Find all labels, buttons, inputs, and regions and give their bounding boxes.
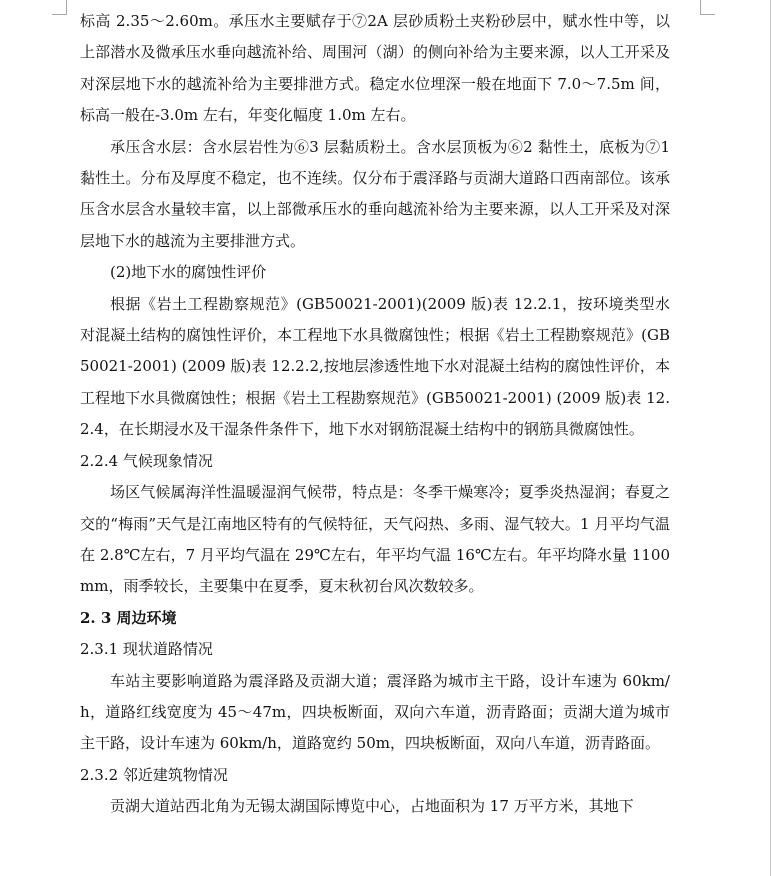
paragraph-corrosion: 根据《岩土工程勘察规范》(GB50021-2001)(2009 版)表 12.2.1，按环境类型水对混凝土结构的腐蚀性评价，本工程地下水具微腐蚀性；根据《岩土工程勘察规范》(GB50021-2001) (2009 版)表 12.2.2,按地层渗透性地下水对混凝土结构的腐蚀性评价，本工程地下水具微腐蚀性；根据《岩土工程勘察规范》(GB50021-2001) (2009 版)表 12.2.4，在长期浸水及干湿条件条件下，地下水对钢筋混凝土结构中的钢筋具微腐蚀性。 <box>80 294 670 439</box>
heading-corrosion-evaluation: (2)地下水的腐蚀性评价 <box>110 263 267 282</box>
paragraph-roads: 车站主要影响道路为震泽路及贡湖大道；震泽路为城市主干路，设计车速为 60km/h，道路红线宽度为 45～47m，四块板断面，双向六车道，沥青路面；贡湖大道为城市主干路，设计车速为 60km/h，道路宽约 50m，四块板断面，双向八车道，沥青路面。 <box>80 671 670 753</box>
margin-corner-mark-right <box>700 0 715 15</box>
paragraph-buildings: 贡湖大道站西北角为无锡太湖国际博览中心，占地面积为 17 万平方米，其地下 <box>110 797 634 816</box>
heading-2-3-1-roads: 2.3.1 现状道路情况 <box>80 640 213 659</box>
paragraph-confined-aquifer: 承压含水层：含水层岩性为⑥3 层黏质粉土。含水层顶板为⑥2 黏性土，底板为⑦1 黏性土。分布及厚度不稳定，也不连续。仅分布于震泽路与贡湖大道路口西南部位。该承压含水层含水量较丰富，以上部微承压水的垂向越流补给为主要来源，以人工开采及对深层地下水的越流为主要排泄方式。 <box>80 137 670 250</box>
paragraph-confined-water: 标高 2.35～2.60m。承压水主要赋存于⑦2A 层砂质粉土夹粉砂层中，赋水性中等，以上部潜水及微承压水垂向越流补给、周围河（湖）的侧向补给为主要来源，以人工开采及对深层地下水的越流补给为主要排泄方式。稳定水位埋深一般在地面下 7.0～7.5m 间，标高一般在-3.0m 左右，年变化幅度 1.0m 左右。 <box>80 12 670 125</box>
page-edge <box>770 0 771 876</box>
heading-2-2-4-climate: 2.2.4 气候现象情况 <box>80 451 213 470</box>
document-body <box>80 6 670 823</box>
margin-corner-mark-left <box>52 0 67 15</box>
paragraph-climate: 场区气候属海洋性温暖湿润气候带，特点是：冬季干燥寒冷；夏季炎热湿润；春夏之交的“梅雨”天气是江南地区特有的气候特征，天气闷热、多雨、湿气较大。1 月平均气温在 2.8℃左右，7 月平均气温在 29℃左右，年平均气温 16℃左右。年平均降水量 1100mm，雨季较长，主要集中在夏季，夏末秋初台风次数较多。 <box>80 483 670 596</box>
heading-2-3-surroundings: 2. 3 周边环境 <box>80 608 177 627</box>
heading-2-3-2-buildings: 2.3.2 邻近建筑物情况 <box>80 765 228 784</box>
